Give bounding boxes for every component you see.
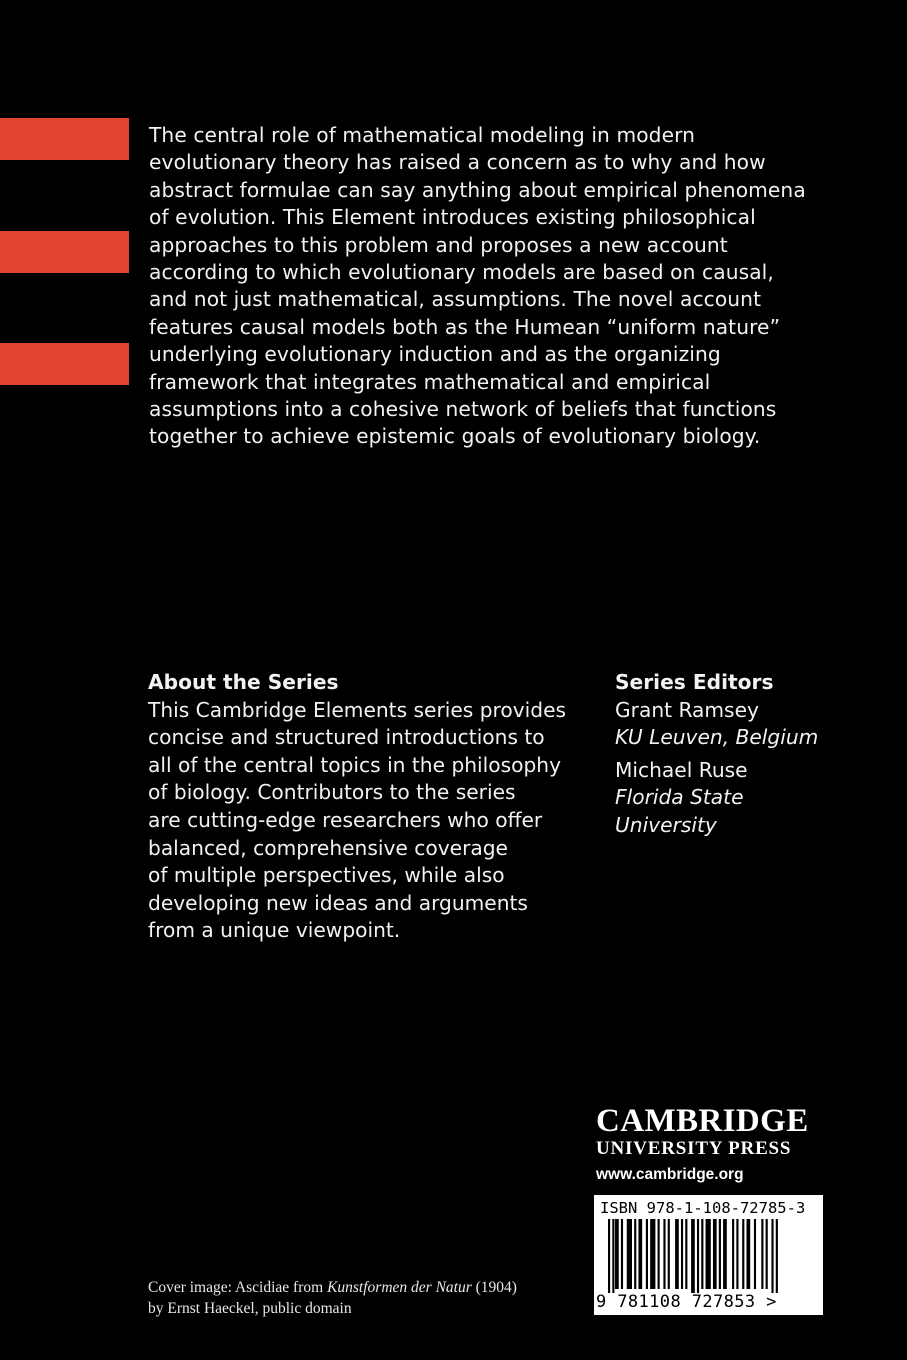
editors-heading: Series Editors <box>615 670 774 694</box>
editor-entry <box>615 697 845 752</box>
about-line: This Cambridge Elements series provides <box>148 697 567 722</box>
about-line: from a unique viewpoint. <box>148 918 401 943</box>
credit-line-1 <box>148 1277 578 1298</box>
blurb-line: evolutionary theory has raised a concern as to why and how <box>149 150 766 175</box>
blurb-line: according to which evolutionary models are based on causal, <box>149 260 774 285</box>
red-accent-bar-bottom <box>0 343 129 385</box>
blurb-line: abstract formulae can say anything about empirical phenomena <box>149 177 806 202</box>
editor-affiliation: Florida State University <box>615 785 744 837</box>
barcode-bar <box>706 1219 711 1289</box>
blurb-line: features causal models both as the Humean “uniform nature” <box>149 314 781 339</box>
blurb-line: assumptions into a cohesive network of beliefs that functions <box>149 397 777 422</box>
about-line: all of the central topics in the philosophy <box>148 752 562 777</box>
blurb-line: The central role of mathematical modeling in modern <box>149 123 696 147</box>
cover-image-credit <box>148 1277 578 1319</box>
blurb-line: and not just mathematical, assumptions. The novel account <box>149 287 762 312</box>
credit-line-2: by Ernst Haeckel, public domain <box>148 1300 352 1317</box>
about-text <box>148 697 583 945</box>
barcode-bar <box>612 1219 614 1293</box>
barcode-bar <box>668 1219 670 1289</box>
barcode-bar <box>776 1219 778 1293</box>
blurb-line: of evolution. This Element introduces existing philosophical <box>149 205 756 230</box>
barcode-bar <box>747 1219 751 1289</box>
red-accent-bar-top <box>0 118 129 160</box>
about-line: are cutting-edge researchers who offer <box>148 807 543 832</box>
barcode-bar <box>615 1219 619 1289</box>
barcode-bar <box>719 1219 721 1289</box>
about-line: balanced, comprehensive coverage <box>148 835 508 860</box>
barcode-bar <box>658 1219 660 1289</box>
credit-suffix: (1904) <box>471 1279 517 1296</box>
blurb-line: framework that integrates mathematical and empirical <box>149 369 711 394</box>
barcode-bar <box>650 1219 655 1289</box>
publisher-url: www.cambridge.org <box>596 1166 744 1183</box>
editor-name: Grant Ramsey <box>615 697 759 722</box>
book-blurb <box>149 122 839 451</box>
barcode-bar <box>713 1219 717 1289</box>
barcode-bar <box>663 1219 665 1289</box>
barcode-bar <box>638 1219 642 1289</box>
credit-prefix: Cover image: Ascidiae from <box>148 1279 328 1296</box>
barcode-bar <box>608 1219 610 1293</box>
blurb-line: approaches to this problem and proposes a new account <box>149 232 728 257</box>
editor-affiliation: KU Leuven, Belgium <box>615 725 819 750</box>
blurb-line: together to achieve epistemic goals of evolutionary biology. <box>149 424 761 449</box>
barcode-bar <box>627 1219 632 1289</box>
barcode-bar <box>646 1219 648 1289</box>
about-line: concise and structured introductions to <box>148 725 545 750</box>
about-line: of biology. Contributors to the series <box>148 780 516 805</box>
barcode-bar <box>732 1219 734 1289</box>
barcode-bar <box>723 1219 727 1289</box>
publisher-name: CAMBRIDGE <box>596 1103 809 1139</box>
publisher-logo <box>596 1103 836 1184</box>
barcode-bar <box>621 1219 623 1289</box>
barcode-bar <box>766 1219 768 1289</box>
publisher-subtitle: UNIVERSITY PRESS <box>596 1138 792 1159</box>
barcode-bar <box>761 1219 763 1289</box>
about-heading: About the Series <box>148 670 339 694</box>
barcode-bar <box>754 1219 756 1289</box>
series-editors <box>615 669 845 840</box>
barcode-bar <box>685 1219 687 1289</box>
red-accent-bar-middle <box>0 231 129 273</box>
barcode-bar <box>701 1219 703 1289</box>
barcode-digits: 9 781108 727853 > <box>596 1292 777 1312</box>
credit-artwork-title: Kunstformen der Natur <box>327 1279 472 1296</box>
editor-entry <box>615 757 845 840</box>
isbn-barcode <box>594 1195 823 1315</box>
isbn-text: ISBN 978-1-108-72785-3 <box>600 1199 806 1217</box>
about-line: of multiple perspectives, while also <box>148 863 505 888</box>
editor-name: Michael Ruse <box>615 757 748 782</box>
barcode-bar <box>742 1219 744 1289</box>
barcode-bars <box>608 1219 804 1293</box>
barcode-bar <box>691 1219 695 1293</box>
barcode-bar <box>681 1219 683 1289</box>
blurb-line: underlying evolutionary induction and as the organizing <box>149 342 721 367</box>
barcode-bar <box>697 1219 699 1293</box>
about-line: developing new ideas and arguments <box>148 890 528 915</box>
barcode-bar <box>634 1219 636 1289</box>
barcode-bar <box>675 1219 679 1289</box>
barcode-bar <box>736 1219 738 1289</box>
barcode-bar <box>771 1219 773 1293</box>
about-the-series <box>148 669 588 945</box>
